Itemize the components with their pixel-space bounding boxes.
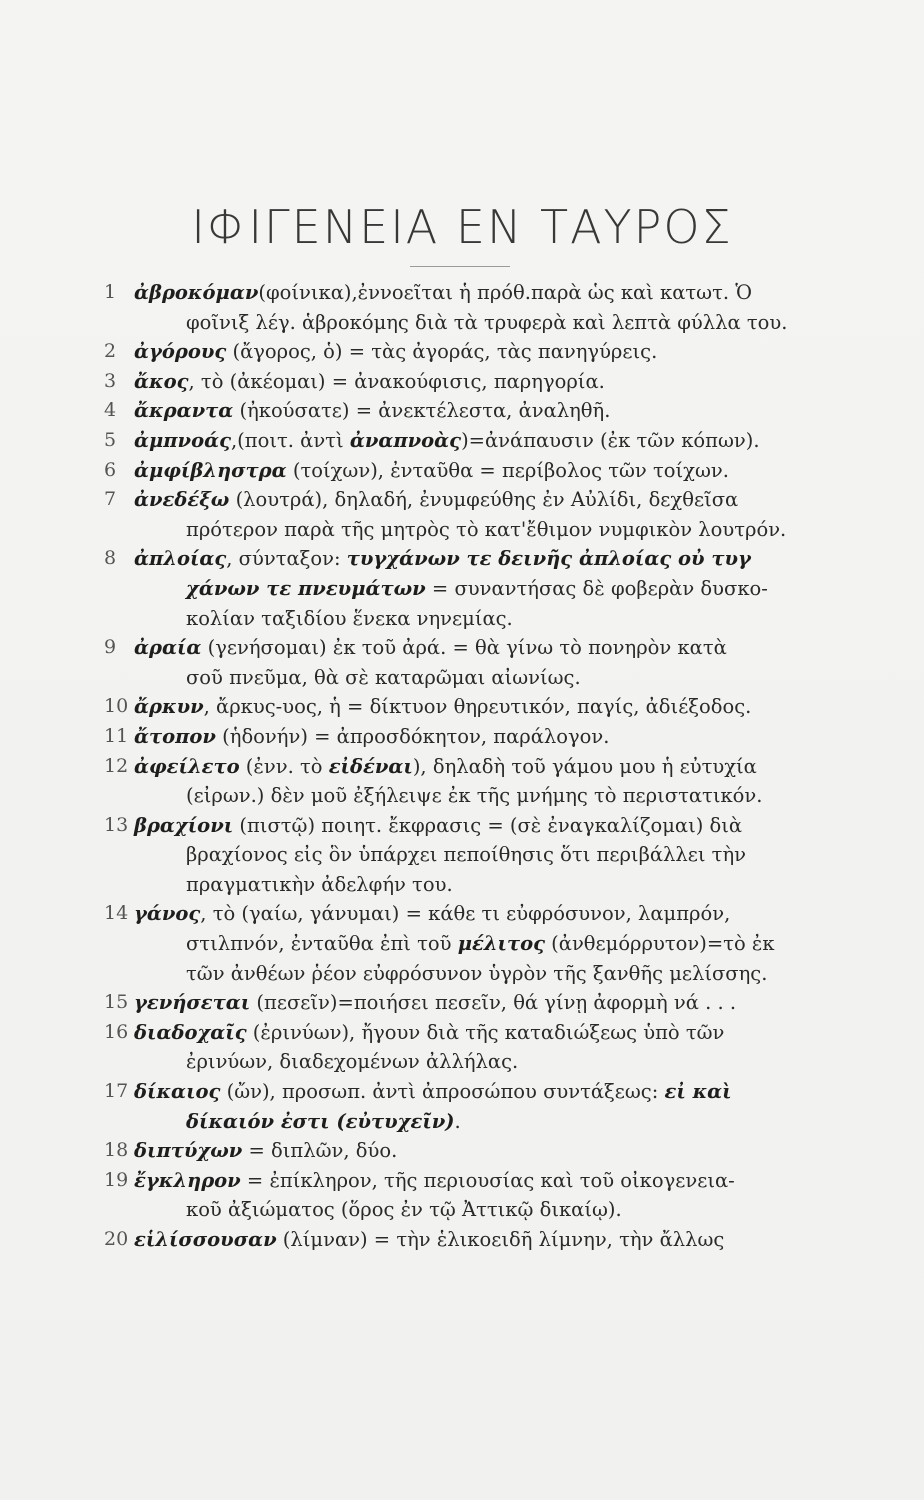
entry-line <box>134 456 834 486</box>
glossary-list <box>104 278 834 1255</box>
definition-text: = ἐπίκληρον, τῆς περιουσίας καὶ τοῦ οἰκογενεια- <box>240 1168 735 1192</box>
entry-line <box>134 574 834 604</box>
entry-line <box>134 1018 834 1048</box>
entry-number: 20 <box>104 1228 129 1250</box>
entry-line <box>134 426 834 456</box>
entry-line <box>134 1225 834 1255</box>
line-text: κοῦ ἀξιώματος (ὅρος ἐν τῷ Ἀττικῷ δικαίῳ). <box>186 1198 622 1222</box>
headword: ἔγκληρον <box>134 1168 241 1192</box>
glossary-entry <box>104 1225 834 1255</box>
entry-line <box>134 633 834 663</box>
entry-line <box>134 870 834 900</box>
entry-number: 6 <box>104 458 117 481</box>
glossary-entry <box>104 456 834 486</box>
definition-text: (τοίχων), ἐνταῦθα = περίβολος τῶν τοίχων. <box>286 458 729 482</box>
entry-number: 17 <box>104 1080 129 1103</box>
headword: βραχίονι <box>134 813 234 837</box>
headword: μέλιτος <box>457 932 545 956</box>
entry-number: 7 <box>104 488 117 511</box>
glossary-entry <box>104 1136 834 1166</box>
entry-line <box>134 988 834 1018</box>
entry-number: 13 <box>104 813 129 836</box>
headword: εἰ καὶ <box>664 1080 732 1104</box>
headword: ἀβροκόμαν <box>134 281 259 304</box>
glossary-entry <box>104 396 834 426</box>
headword: ἄκραντα <box>134 399 234 423</box>
definition-text: )=ἀνάπαυσιν (ἐκ τῶν κόπων). <box>461 428 760 452</box>
definition-text: , σύνταξον: <box>226 547 347 571</box>
headword: δίκαιος <box>134 1080 221 1104</box>
headword: ἀγόρους <box>134 340 227 364</box>
entry-number: 5 <box>104 428 117 451</box>
entry-number: 19 <box>104 1168 129 1191</box>
definition-text: (λουτρά), δηλαδή, ἐνυμφεύθης ἐν Αὐλίδι, δεχθεῖσα <box>229 488 739 512</box>
entry-line <box>134 515 834 545</box>
headword: ἄκος <box>134 369 189 393</box>
line-text: στιλπνόν, ἐνταῦθα ἐπὶ τοῦ <box>186 932 458 956</box>
definition-text: , τὸ (γαίω, γάνυμαι) = κάθε τι εὐφρόσυνον, λαμπρόν, <box>200 902 731 926</box>
title-divider <box>410 266 510 267</box>
headword: ἄρκυν <box>134 695 204 719</box>
glossary-entry <box>104 426 834 456</box>
line-text: τῶν ἀνθέων ῥέον εὐφρόσυνον ὑγρὸν τῆς ξανθῆς μελίσσης. <box>186 961 768 985</box>
definition-text: (πιστῷ) ποιητ. ἔκφρασις = (σὲ ἐναγκαλίζομαι) διὰ <box>233 813 743 837</box>
headword: χάνων τε πνευμάτων <box>186 576 426 600</box>
definition-text: , τὸ (ἀκέομαι) = ἀνακούφισις, παρηγορία. <box>188 369 605 393</box>
entry-line <box>134 752 834 782</box>
entry-number: 2 <box>104 340 117 363</box>
entry-line <box>134 337 834 367</box>
headword: ἀμφίβληστρα <box>134 458 287 482</box>
headword: τυγχάνων τε δεινῆς ἀπλοίας οὐ τυγ <box>346 547 751 571</box>
definition-text: (λίμναν) = τὴν ἑλικοειδῆ λίμνην, τὴν ἄλλως <box>276 1228 725 1251</box>
headword: εἱλίσσουσαν <box>134 1228 277 1251</box>
entry-number: 16 <box>104 1020 129 1043</box>
entry-line <box>134 367 834 397</box>
glossary-entry <box>104 899 834 988</box>
page-title: ΙΦΙΓΕΝΕΙΑ ΕΝ ΤΑΥΡΟΣ <box>191 200 733 254</box>
line-text: πραγματικὴν ἀδελφήν του. <box>186 872 453 896</box>
entry-line <box>134 1195 834 1225</box>
glossary-entry <box>104 988 834 1018</box>
glossary-entry <box>104 1077 834 1136</box>
entry-line <box>134 663 834 693</box>
entry-number: 18 <box>104 1139 129 1162</box>
entry-number: 1 <box>104 281 117 303</box>
entry-line <box>134 781 834 811</box>
entry-number: 12 <box>104 754 129 777</box>
entry-number: 8 <box>104 547 117 570</box>
headword: ἀπλοίας <box>134 547 227 571</box>
headword: γενήσεται <box>134 991 251 1015</box>
glossary-entry <box>104 811 834 900</box>
glossary-entry <box>104 337 834 367</box>
entry-line <box>134 1107 834 1137</box>
entry-line <box>134 692 834 722</box>
entry-number: 15 <box>104 991 129 1014</box>
headword: διαδοχαῖς <box>134 1020 247 1044</box>
definition-text: (γενήσομαι) ἐκ τοῦ ἀρά. = θὰ γίνω τὸ πονηρὸν κατὰ <box>201 636 727 660</box>
definition-text: (πεσεῖν)=ποιήσει πεσεῖν, θά γίνῃ ἀφορμὴ νά . . . <box>250 991 737 1015</box>
entry-number: 9 <box>104 636 117 659</box>
entry-line <box>134 1047 834 1077</box>
glossary-entry <box>104 544 834 633</box>
glossary-entry <box>104 1018 834 1077</box>
line-text: ἐρινύων, διαδεχομένων ἀλλήλας. <box>186 1050 519 1074</box>
glossary-entry <box>104 485 834 544</box>
definition-text: = συναντήσας δὲ φοβερὰν δυσκο- <box>425 576 768 600</box>
definition-text: (φοίνικα),ἐννοεῖται ἡ πρόθ.παρὰ ὡς καὶ κατωτ. Ὁ <box>258 281 753 304</box>
entry-line <box>134 278 834 308</box>
entry-line <box>134 396 834 426</box>
headword: ἀφείλετο <box>134 754 240 778</box>
entry-line <box>134 308 834 338</box>
line-text: πρότερον παρὰ τῆς μητρὸς τὸ κατ'ἔθιμον νυμφικὸν λουτρόν. <box>186 517 787 541</box>
entry-number: 14 <box>104 902 129 925</box>
glossary-entry <box>104 752 834 811</box>
headword: ἀναπνοὰς <box>349 428 462 452</box>
entry-number: 4 <box>104 399 117 422</box>
entry-line <box>134 485 834 515</box>
headword: ἀμπνοάς <box>134 428 231 452</box>
headword: ἀνεδέξω <box>134 488 230 512</box>
entry-line <box>134 544 834 574</box>
definition-text: (ἠκούσατε) = ἀνεκτέλεστα, ἀναληθῆ. <box>233 399 611 423</box>
headword: ἀραία <box>134 636 202 660</box>
definition-text: = διπλῶν, δύο. <box>242 1139 398 1163</box>
entry-line <box>134 722 834 752</box>
glossary-entry <box>104 722 834 752</box>
definition-text: (ὤν), προσωπ. ἀντὶ ἀπροσώπου συντάξεως: <box>220 1080 665 1104</box>
entry-line <box>134 959 834 989</box>
line-text: κολίαν ταξιδίου ἕνεκα νηνεμίας. <box>186 606 513 630</box>
line-text: σοῦ πνεῦμα, θὰ σὲ καταρῶμαι αἰωνίως. <box>186 665 581 689</box>
glossary-entry <box>104 692 834 722</box>
entry-line <box>134 899 834 929</box>
definition-text: , ἄρκυς-υος, ἡ = δίκτυον θηρευτικόν, παγίς, ἀδιέξοδος. <box>203 695 752 719</box>
entry-number: 10 <box>104 695 129 718</box>
headword: γάνος <box>134 902 201 926</box>
entry-line <box>134 1136 834 1166</box>
headword: δίκαιόν ἐστι (εὐτυχεῖν) <box>186 1109 455 1133</box>
headword: ἄτοπον <box>134 724 216 748</box>
entry-line <box>134 929 834 959</box>
definition-text: (ἡδονήν) = ἀπροσδόκητον, παράλογον. <box>215 724 610 748</box>
entry-line <box>134 840 834 870</box>
definition-text: (ἐρινύων), ἤγουν διὰ τῆς καταδιώξεως ὑπὸ τῶν <box>246 1020 725 1044</box>
entry-line <box>134 604 834 634</box>
definition-text: (ἀνθεμόρρυτον)=τὸ ἐκ <box>544 932 775 956</box>
definition-text: (ἐνν. τὸ <box>239 754 329 778</box>
line-text: φοῖνιξ λέγ. ἁβροκόμης διὰ τὰ τρυφερὰ καὶ λεπτὰ φύλλα του. <box>186 310 788 334</box>
line-text: βραχίονος εἰς ὃν ὑπάρχει πεποίθησις ὅτι περιβάλλει τὴν <box>186 843 746 867</box>
entry-line <box>134 1166 834 1196</box>
glossary-entry <box>104 278 834 337</box>
glossary-entry <box>104 367 834 397</box>
entry-number: 3 <box>104 369 117 392</box>
definition-text: ,(ποιτ. ἀντὶ <box>230 428 350 452</box>
definition-text: (ἄγορος, ὁ) = τὰς ἀγοράς, τὰς πανηγύρεις. <box>226 340 658 364</box>
entry-number: 11 <box>104 724 129 747</box>
glossary-entry <box>104 633 834 692</box>
definition-text: . <box>454 1109 461 1133</box>
headword: διπτύχων <box>134 1139 243 1163</box>
headword: εἰδέναι <box>328 754 413 778</box>
definition-text: ), δηλαδὴ τοῦ γάμου μου ἡ εὐτυχία <box>412 754 757 778</box>
entry-line <box>134 811 834 841</box>
entry-line <box>134 1077 834 1107</box>
line-text: (εἰρων.) δὲν μοῦ ἐξήλειψε ἐκ τῆς μνήμης τὸ περιστατικόν. <box>186 784 763 808</box>
glossary-entry <box>104 1166 834 1225</box>
